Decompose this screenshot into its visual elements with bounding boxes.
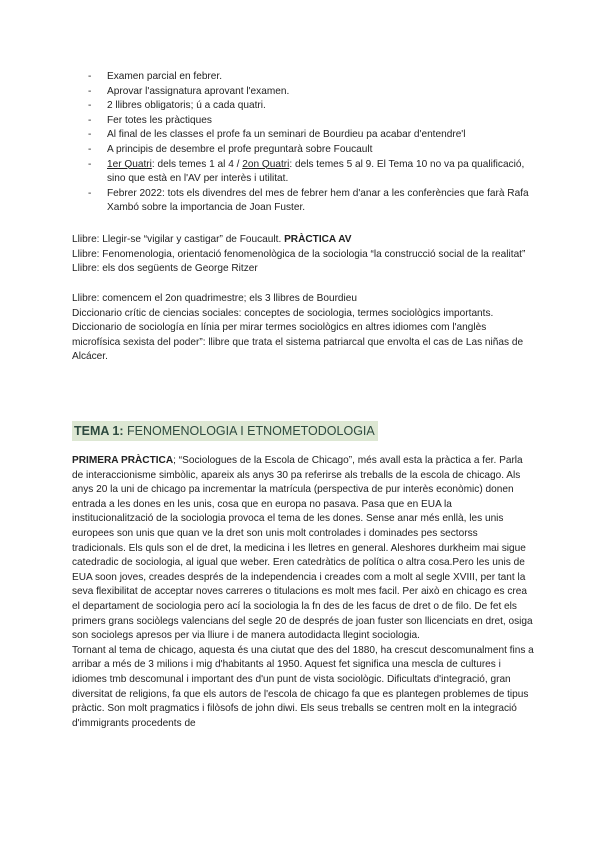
books-section [72, 233, 532, 277]
paragraph: Tornant al tema de chicago, aquesta és una ciutat que des del 1880, ha crescut descomunalment fins a arribar a més de 3 milions i mig d'habitants al 1950. Aquest fet significa una mescla de cultures i idiomes tmb descomunal i important des d'un punt de vista sociològic. Dificultats d'integració, gran diversitat de religions, fa que els autors de l'escola de chicago fa que es plantegen problemes de tipus pràctic. Son molt pragmatics i filòsofs de john diwi. Els seus treballs se centren molt en la integració d'immigrants procedents de [72, 644, 534, 729]
dash-bullet-icon: - [88, 85, 92, 97]
list-item: - Aprovar l'assignatura aprovant l'examen. [88, 85, 538, 100]
list-item: - 1er Quatri: dels temes 1 al 4 / 2on Quatri: dels temes 5 al 9. El Tema 10 no va pa qualificació, sino que està en l'AV per interès i utilitat. [88, 158, 525, 185]
references-section [72, 292, 532, 365]
section-heading [72, 421, 378, 441]
dash-bullet-icon: - [88, 100, 92, 112]
list-item: - Fer totes les pràctiques [88, 114, 538, 129]
reference-line: Llibre: comencem el 2on quadrimestre; els 3 llibres de Bourdieu [72, 293, 358, 304]
paragraph: PRIMERA PRÀCTICA; “Sociologues de la Escola de Chicago”, més avall esta la pràctica a fer. Parla de interaccionisme simbòlic, apareix als anys 30 pa referirse als treballs de la escola de chicago. Als anys 20 la uni de chicago pa incrementar la matrícula (perspectiva de pur interès econòmic) donen entrada a les dones en les unis, cosa que en europa no pasava. Pasa que en EUA la institucionalització de la sociologia provoca el tema de les dones. Sense anar més enllà, les unis europees son unis que quan ve la dret son unis molt controlades i dominades pes sectorss tradicionals. Els quls son el de dret, la medicina i les lletres en general. Aleshores durkheim mai sigue catedradic de sociologia, al igual que weber. Eren catedràtics de política o altra cosa.Pero les unis de EUA soon joves, creades després de la independencia i creades com a molt al segle XVIII, per tant la seva flexibilitat de acceptar noves carreres o titulacions es molt mes facil. Per això en chicago es crea el departament de sociologia pero ací la sociologia la fn des de les facus de dret o de filo. De fet els primers grans sociòlegs valencians del segle 20 de després de joan fuster son llicenciats en dret, osiga son sociolegs apresos per via lliure i de manera autodidacta llegint sociologia. [72, 455, 533, 642]
tema-label: TEMA 1: [74, 424, 124, 438]
tema-title: FENOMENOLOGIA I ETNOMETODOLOGIA [123, 424, 375, 438]
list-item: - Al final de les classes el profe fa un seminari de Bourdieu pa acabar d'entendre'l [88, 128, 538, 143]
practica-label: PRIMERA PRÀCTICA [72, 455, 174, 466]
dash-bullet-icon: - [88, 158, 92, 170]
book-line: Llibre: Llegir-se “vigilar y castigar” de Foucault. PRÀCTICA AV [72, 234, 352, 245]
list-item: - 2 llibres obligatoris; ú a cada quatri. [88, 99, 538, 114]
quatri-2-label: 2on Quatri [242, 158, 290, 170]
reference-line: Diccionario de sociología en línia per mirar termes sociològics en altres idiomes com l'anglès microfísica sexista del poder”: llibre que trata el sistema patriarcal que envolta el cas de Las niñas de Alcácer. [72, 322, 524, 363]
dash-bullet-icon: - [88, 143, 92, 155]
practice-text [72, 454, 534, 731]
dash-bullet-icon: - [88, 187, 92, 199]
dash-bullet-icon: - [88, 71, 92, 82]
dash-bullet-icon: - [88, 129, 92, 141]
list-item: - Examen parcial en febrer. [88, 70, 538, 85]
dash-bullet-icon: - [88, 114, 92, 126]
list-item: - A principis de desembre el profe preguntarà sobre Foucault [88, 143, 538, 158]
book-line: Llibre: Fenomenologia, orientació fenomenològica de la sociologia “la construcció social de la realitat” [72, 248, 526, 260]
book-line: Llibre: els dos següents de George Ritzer [72, 263, 258, 275]
course-notes-list [88, 70, 538, 216]
quatri-1-label: 1er Quatri [107, 158, 152, 170]
reference-line: Diccionario crític de ciencias sociales: conceptes de sociologia, termes sociològics importants. [72, 307, 494, 319]
list-item: - Febrer 2022: tots els divendres del mes de febrer hem d'anar a les conferències que farà Rafa Xambó sobre la importancia de Joan Fuster. [88, 187, 529, 214]
practica-av-label: PRÀCTICA AV [284, 234, 352, 245]
